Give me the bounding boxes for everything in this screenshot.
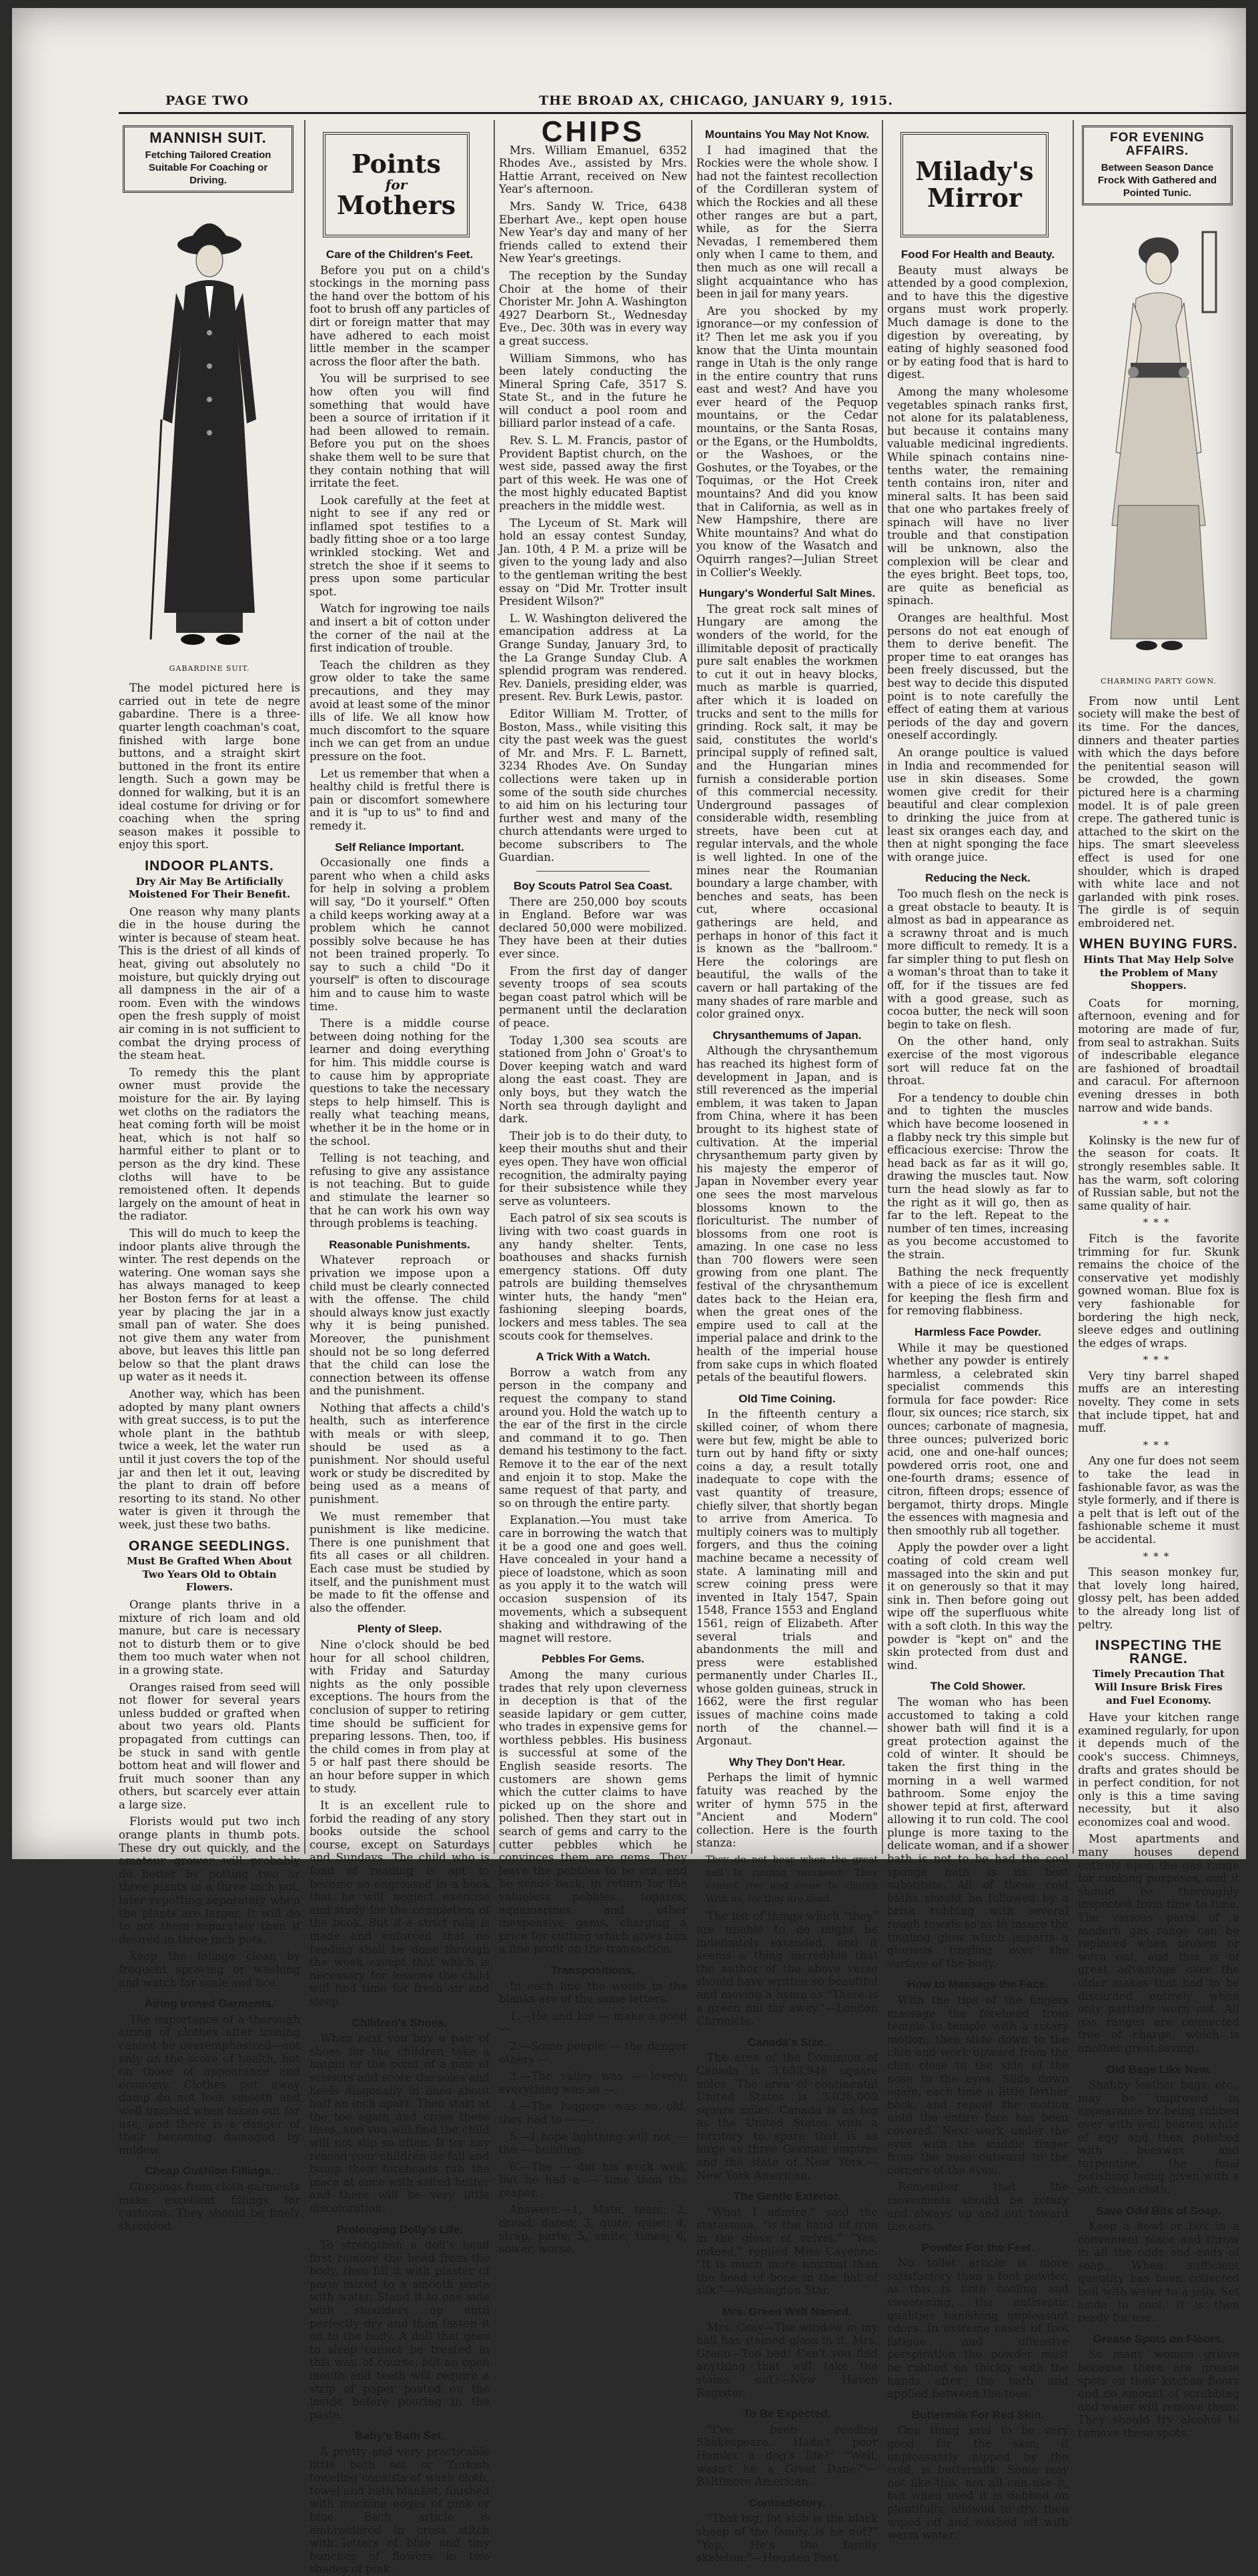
mrs-green-title: Mrs. Green Well Named. (722, 2305, 852, 2318)
pebbles-paragraph: Among the many curious trades that rely upon cleverness in deception is that of the seaside lapidary or gem cutter, who trades in expensive gems for worthless pebbles. His business is successful at some of the English seaside resorts. The customers are shown gems which the cutter claims to have picked up on the shore and polished. Then they start out in search of gems and carry to the cutter pebbles which he convinces them are gems. They leave the pebbles to be cut, and he sends back, in return for the valueless pebbles, topazes, aquamarines and other inexpensive gems, charging a price for cutting which gives him a fine profit on the transaction. (499, 1668, 687, 1956)
orange-seedlings-paragraph: Oranges raised from seed will not flower for several years unless budded or grafted when about two years old. Plants propagated from cuttings can be stuck in sand with gentle bottom heat and will flower and fruit much sooner than any others, but scarcely ever attain a large size. (119, 1680, 300, 1811)
inspecting-range-paragraph: Most apartments and many houses depend entirely upon the gas range for cooking purposes, and it should be thoroughly inspected from time to time. The various parts of a modern gas range can be replaced when broken or worn out, and this is of great advantage over the older makes that had to be discarded entirely when only partially worn out. All gas ranges are connected free of charge, which is another great saving. (1078, 1832, 1239, 2055)
column-3 (499, 115, 687, 2256)
food-beauty-title: Food For Health and Beauty. (900, 248, 1055, 261)
punishments-title: Reasonable Punishments. (329, 1238, 470, 1251)
column-2 (309, 120, 490, 2576)
miladys-mirror-heading (900, 132, 1049, 237)
buying-furs-paragraph: Very tiny barrel shaped muffs are an interesting novelty. They come in sets that include tippet, hat and muff. (1078, 1369, 1239, 1435)
baby-bath-set-title: Baby's Bath Set. (355, 2429, 444, 2443)
punishments-paragraph: Nothing that affects a child's health, such as interference with meals or with sleep, should be used as a punishment. Nor should useful work or study be discredited by being used as a means of punishment. (309, 1401, 490, 1506)
buttermilk-title: Buttermilk For Red Skin. (911, 2408, 1045, 2421)
childrens-feet-paragraph: Before you put on a child's stockings in the morning pass the hand over the bottom of his foot to brush off any particles of dirt or foreign matter that may have adhered to each moist little member in the scamper across the floor after the bath. (309, 263, 490, 368)
baby-bath-set-paragraph: A pretty and very practicable little bath set or Turkish toweling consists of wash cloth, towel and bath blanket, finished with machine edges of pink or blue. Each article is embroidered in cross stitch with letters of blue and tiny bunches of flowers in two shades of pink. (309, 2445, 490, 2576)
why-they-dont-hear-title: Why They Don't Hear. (728, 1755, 846, 1768)
punishments-paragraph: We must remember that punishment is like medicine. There is one punishment that fits all cases or all children. Each case must be studied by itself, and the punishment must be made to fit the offense and also the offender. (309, 1510, 490, 1614)
indoor-plants-title: INDOOR PLANTS. (145, 858, 274, 874)
watch-trick-title: A Trick With a Watch. (536, 1350, 650, 1364)
column-rule (691, 120, 692, 1854)
column-6 (1078, 120, 1239, 2439)
self-reliance-title: Self Reliance Important. (335, 840, 464, 854)
orange-seedlings-paragraph: Orange plants thrive in a mixture of rich loam and old manure, but care is necessary not to disturb them or to give them too much water when not in a growing state. (119, 1598, 300, 1676)
cold-shower-paragraph: The woman who has been accustomed to taking a cold shower bath will find it is a great protection against the cold of winter. It should be taken the first thing in the morning in a well warmed bathroom. Some enjoy the shower tepid at first, afterward allowing it to run cold. The cool plunge is more taxing to the delicate woman, and if a shower bath is not to be had the cool sponge bath is its best substitute. All of these cold baths should be followed by a brisk rubbing with several rough towels so as to insure the tingling glow which imparts a glorious tingling over the surface of the body. (887, 1695, 1069, 1970)
transpositions-line: 2.—Some people — the danger others —. (499, 2039, 687, 2066)
evening-affairs-box (1082, 125, 1233, 205)
evening-affairs-subtitle: Between Season Dance Frock With Gathered and Pointed Tunic. (1097, 162, 1217, 199)
stars-divider: *** (1143, 1118, 1175, 1131)
column-rule (494, 120, 495, 1854)
chips-item: Mrs. Sandy W. Trice, 6438 Eberhart Ave., kept open house New Year's day and many of her friends called to extend their New Year's greetings. (499, 199, 687, 265)
self-reliance-paragraph: There is a middle course between doing nothing for the learner and doing everything for him. This middle course is to cause him by appropriate questions to take the necessary steps to help himself. This is really what teaching means, whether it be in the home or in the school. (309, 1017, 490, 1148)
food-beauty-paragraph: Oranges are healthful. Most persons do not eat enough of them to derive benefit. The proper time to eat oranges has been freely discussed, but the best way to decide this disputed point is to note carefully the effect of eating them at various periods of the day and govern oneself accordingly. (887, 611, 1069, 742)
inspecting-range-title: INSPECTING THE RANGE. (1095, 1638, 1223, 1666)
hymn-verse: They do not hear when the great bell Is ringing overhead; They cannot rise and come to church With us, for they are dead. (706, 1854, 878, 1904)
transpositions-line: 6.—The — did his work well, but he had a — time than the reaper. (499, 2160, 687, 2199)
chips-title: CHIPS (541, 115, 645, 148)
indoor-plants-paragraph: Another way, which has been adopted by many plant owners with great success, is to put the whole plant in the bathtub twice a week, let the water run until it just covers the top of the jar and then let it out, leaving the plant to drain off before resorting to its stand. No other water is given it through the week, just these two baths. (119, 1388, 300, 1531)
orange-seedlings-subtitle: Must Be Grafted When About Two Years Old to Obtain Flowers. (126, 1555, 292, 1594)
chips-item: William Simmons, who has been lately conducting the Mineral Spring Cafe, 3517 S. State St., and in the future he will conduct a pool room and billiard parlor instead of a cafe. (499, 351, 687, 430)
mannish-suit-subtitle: Fetching Tailored Creation Suitable For Coaching or Driving. (145, 149, 271, 186)
transpositions-line: 1.—He and his — make a good —. (499, 2009, 687, 2036)
save-soap-paragraph: Keep a bowl or box in a convenient place and throw in all the odds and ends of soap. When sufficient quantity has been collected boil with water to a jelly. Set aside to cool. It is then ready for use. (1078, 2220, 1239, 2325)
why-they-dont-hear-paragraph: Perhaps the limit of hymnic fatuity was reached by the writer of hymn 575 in the "Ancient and Modern" collection. Here is the fourth stanza: (696, 1771, 878, 1850)
why-they-dont-hear-paragraph: The list of things which "they" are unable to do might be indefinitely extended, and it seems a thing incredible that the author of the above verse should have written so beautiful and moving a hymn as "There is a green hill far away."—London Chronicle. (696, 1910, 878, 2028)
gentle-exterior-title: The Gentle Exterior. (733, 2190, 841, 2203)
food-beauty-paragraph: Among the many wholesome vegetables spinach ranks first, not alone for its palatableness, but because it contains many valuable medicinal ingredients. While spinach contains nine-tenths water, the remaining tenth contains iron, niter and mineral salts. It has been said that one who partakes freely of spinach will have no liver trouble and that constipation will be unknown, also the complexion will be clear and the eyes bright. Beet tops, too, are quite as beneficial as spinach. (887, 385, 1069, 607)
childrens-shoes-paragraph: When next you buy a pair of shoes for the children take a hatpin or the point of a pair of scissors and score the soles and heels diagonally in lines about half an inch apart. Then start at the toe again and cross these lines, and you will find the child will not slip so often. If for any reason your children do fall and bump their foreheads rub the place at once with salted butter and there will be very little discoloration. (309, 2032, 490, 2215)
buying-furs-paragraph: Fitch is the favorite trimming for fur. Skunk remains the choice of the conservative yet modishly gowned woman. Blue fox is very fashionable for bordering the high neck, sleeve edges and outlining the edges of wraps. (1078, 1232, 1239, 1350)
boy-scouts-paragraph: Each patrol of six sea scouts is living with two coast guards in any handy shelter. Tents, boathouses and shacks furnish emergency stations. Off duty patrols are building themselves winter huts, the handy "men" fashioning sleeping boards, lockers and mess tables. The sea scouts cook for themselves. (499, 1212, 687, 1342)
evening-affairs-text: From now until Lent society will make the best of its time. For the dances, dinners and theater parties with which the days before the penitential season will be crowded, the gown pictured here is a charming model. It is of pale green crepe. The gathered tunic is attached to the skirt on the hips. The smart sleeveless effect is used for one shoulder, which is draped with white lace and not garlanded with pink roses. The girdle is of sequin embroidered net. (1078, 694, 1239, 930)
reducing-neck-paragraph: Bathing the neck frequently with a piece of ice is excellent for keeping the flesh firm and for removing flabbiness. (887, 1265, 1069, 1318)
canadas-size-paragraph: The area of the Dominion of Canada is 3,653,946 square miles. The area of continental United States is 3,026,000 square miles. Canada is as big as the United States with a territory to spare that is as large as three German empires and the state of New York.—New York American. (696, 2051, 878, 2182)
massage-face-paragraph: Remember that the movements should be rotary and always up and out toward the ears. (887, 2181, 1069, 2233)
mountains-paragraph: Are you shocked by my ignorance—or my confession of it? Then let me ask you if you know that the Uinta mountain range in Utah is the only range in the entire country that runs east and west? And have you ever heard of the Pequop mountains, or the Cedar mountains, or the Santa Rosas, or the Egans, or the Humboldts, or the Washoes, or the Goshutes, or the Toyabes, or the Toquimas, or the Hot Creek mountains? And did you know that in California, as well as in New Hampshire, there are White mountains? And what do you know of the Wasatch and Oquirrh ranges?—Julian Street in Collier's Weekly. (696, 304, 878, 579)
mannish-suit-title: MANNISH SUIT. (149, 129, 267, 146)
to-be-expected-paragraph: "I've been reading Shakespeare. Hadn't poor Hamlet a dog's life?" "Well, wasn't he a Great Dane?"—Baltimore American. (696, 2423, 878, 2489)
indoor-plants-paragraph: One reason why many plants die in the house during the winter is because of steam heat. This is the driest of all kinds of heat, giving out absolutely no moisture, but quickly drying out all dampness in the air of a room. Even with the windows open the fresh supply of moist air coming in is not sufficient to combat the drying process of the steam heat. (119, 905, 300, 1062)
chrysanthemums-paragraph: Although the chrysanthemum has reached its highest form of development in Japan, and is still reverenced as the imperial emblem, it was taken to Japan from China, where it has been brought to its highest state of cultivation. At the imperial chrysanthemum party given by his majesty the emperor of Japan in November every year one sees the most marvelous blossoms known to the floriculturist. The number of blossoms from one root is amazing. In one case no less than 700 flowers were seen growing from one plant. The festival of the chrysanthemum dates back to the Heian era, when the great ones of the empire used to call at the imperial palace and drink to the health of the imperial house from sake cups in which floated petals of the beautiful flowers. (696, 1044, 878, 1384)
massage-face-title: How to Massage the Face. (907, 1978, 1049, 1991)
grease-spots-title: Grease Spots on Floors. (1093, 2332, 1225, 2345)
face-powder-paragraph: Apply the powder over a light coating of cold cream well massaged into the skin and put it on generously so that it may sink in. Then before going out wipe off the superfluous white with a soft cloth. In this way the powder is "kept on" and the skin protected from dust and wind. (887, 1541, 1069, 1672)
dollys-life-title: Prolonging Dolly's Life. (336, 2223, 463, 2236)
chrysanthemums-title: Chrysanthemums of Japan. (712, 1028, 862, 1042)
food-beauty-paragraph: Beauty must always be attended by a good complexion, and to have this the digestive organs must work properly. Much damage is done to the digestion by overeating, by eating of highly seasoned food or by eating food that is hard to digest. (887, 263, 1069, 381)
mountains-paragraph: I had imagined that the Rockies were the whole show. I had not the faintest recollection of the Cordilleran system of which the Rockies and all these other ranges are but a part, while, as for the Sierra Nevadas, I remembered them only when I came to them, and then much as one will recall a slight acquaintance who has been in jail for many years. (696, 143, 878, 301)
orange-seedlings-paragraph: Keep the foliage clean by frequent spraying or washing and watch for scale and lice. (119, 1950, 300, 1989)
childrens-feet-paragraph: Look carefully at the feet at night to see if any red or inflamed spot testifies to a badly fitting shoe or a too large wrinkled stocking. Wet and stretch the shoe if it seems to press upon some particular spot. (309, 493, 490, 598)
mountains-title: Mountains You May Not Know. (704, 128, 870, 141)
reducing-neck-paragraph: Too much flesh on the neck is a great obstacle to beauty. It is almost as bad in appearance as a scrawny throat and is much more difficult to remedy. It is a far simpler thing to put flesh on a woman's throat than to take it off, for if the tissues are fed with a good grease, such as cocoa butter, the neck will soon begin to take on flesh. (887, 887, 1069, 1031)
save-soap-title: Save Odd Bits of Soap. (1096, 2204, 1221, 2217)
gentle-exterior-paragraph: "What I admire," said the statesman, "is the hand of iron in the glove of velvet." "Yes, indeed," replied Miss Cayenne. "It is much more unusual than the head of bone in the hat of silk."—Washington Star. (696, 2205, 878, 2297)
gabardine-suit-illustration (143, 199, 276, 660)
old-time-coining-title: Old Time Coining. (738, 1392, 836, 1405)
points-heading-line: for (385, 177, 408, 193)
section-divider (536, 871, 649, 872)
inspecting-range-paragraph: Have your kitchen range examined regularly, for upon it depends much of the cook's success. Chimneys, drafts and grates should be in perfect condition, for not only is this a time saving necessity, but it also economizes coal and wood. (1078, 1711, 1239, 1828)
boy-scouts-paragraph: There are 250,000 boy scouts in England. Before war was declared 50,000 were mobilized. They have been at their duties ever since. (499, 895, 687, 961)
old-time-coining-paragraph: In the fifteenth century a skilled coiner, of whom there were but few, might be able to turn out by hand fifty or sixty coins a day, a result totally inadequate to cope with the vast quantity of treasure, chiefly silver, that shortly began to arrive from America. To multiply coiners was to multiply forgers, and thus the coining machine became a necessity of state. A laminating mill and screw coining press were invented in Italy 1547, Spain 1548, France 1553 and England 1561, reign of Elizabeth. After several trials and abandonments the mill and press were established permanently under Charles II., whose golden guineas, struck in 1662, were the first regular issues of machine coins made north of the channel.—Argonaut. (696, 1408, 878, 1748)
cushion-fillings-paragraph: Clippings from cloth garments make excellent fillings for cushions. They should be finely shredded. (119, 2180, 300, 2233)
face-powder-title: Harmless Face Powder. (914, 1325, 1041, 1338)
contradictory-title: Contradictory. (748, 2496, 826, 2509)
plenty-of-sleep-title: Plenty of Sleep. (357, 1622, 442, 1636)
transpositions-line: 3.—The valley was — lovely; everything was so —. (499, 2070, 687, 2096)
childrens-shoes-title: Children's Shoes. (352, 2016, 448, 2029)
mirror-heading-line: Mirror (927, 183, 1022, 213)
column-5 (887, 120, 1069, 2542)
massage-face-paragraph: With the tips of the fingers massage the forehead from temple to temple with a rotary motion; then slide down to the chin and work upward from the chin close to the side of the nose to the eyes. Slide down again, each time a little farther back, and repeat the motion until the entire face has been covered. Next work under the eyes with the middle finger from the nose outward to the corners of the eyes. (887, 1994, 1069, 2177)
food-beauty-paragraph: An orange poultice is valued in India and recommended for use in skin diseases. Some women give credit for their beautiful and clear complexion to drinking the juice from at least six oranges each day, and then at night sponging the face with orange juice. (887, 746, 1069, 864)
chips-item: Rev. S. L. M. Francis, pastor of Provident Baptist church, on the west side, passed away the first part of this week. He was one of the most highly educated Baptist preachers in the middle west. (499, 434, 687, 513)
chips-item: The Lyceum of St. Mark will hold an essay contest Sunday, Jan. 10th, 4 P. M. a prize will be given to the young lady and also to the gentleman writing the best essay on "Did Mr. Trotter insult President Wilson?" (499, 516, 687, 608)
column-rule (882, 120, 883, 1854)
pebbles-title: Pebbles For Gems. (542, 1652, 644, 1666)
mrs-green-paragraph: Mrs. Gray—The window in my hall has stained glass in it. Mrs. Green—Too bad! Can't you find anything that will take the stains out?—New Haven Register. (696, 2321, 878, 2399)
canadas-size-title: Canada's Size. (747, 2035, 827, 2049)
reducing-neck-paragraph: On the other hand, only exercise of the most vigorous sort will reduce fat on the throat. (887, 1035, 1069, 1088)
to-be-expected-title: To Be Expected. (743, 2407, 831, 2421)
chips-item: L. W. Washington delivered the emancipation address at La Grange Sunday, January 3rd, to the La Grange Sunday Club. A splendid program was rendered. Rev. Daniels, presiding elder, was present. Rev. Burk Lewis, pastor. (499, 611, 687, 704)
old-bags-paragraph: Shabby leather bags, etc., may be improved in appearance by being rubbed over with well beaten white of egg and then polished with beeswax and turpentine, the final polishing being given with a soft, clean cloth. (1078, 2079, 1239, 2196)
face-powder-paragraph: While it may be questioned whether any powder is entirely harmless, a celebrated skin specialist commends this formula for face powder: Rice flour, six ounces; rice starch, six ounces; carbonate of magnesia, three ounces; pulverized boric acid, one and one-half ounces; powdered orris root, one and one-fourth drams; essence of citron, fifteen drops; essence of bergamot, thirty drops. Mingle the essences with magnesia and then smoothly rub all together. (887, 1341, 1069, 1537)
stars-divider: *** (1143, 1354, 1175, 1366)
foot-powder-paragraph: No toilet article is more satisfactory than a foot powder, as this is both cooling and sweetening, the antiseptic qualities banishing unpleasant odors. In extreme cases of foot fatigue and offensive perspiration the powder must be rubbed on thickly with the hands after the bath and applied between the toes. (887, 2257, 1069, 2401)
buying-furs-title: WHEN BUYING FURS. (1079, 936, 1238, 952)
self-reliance-paragraph: Telling is not teaching, and refusing to give any assistance is not teaching. But to guide and stimulate the learner so that he can work his own way through problems is teaching. (309, 1152, 490, 1230)
boy-scouts-paragraph: From the first day of danger seventy troops of sea scouts began coast patrol which will be permanent until the declaration of peace. (499, 964, 687, 1030)
buying-furs-paragraph: Coats for morning, afternoon, evening and for motoring are made of fur, from seal to astrakhan. Suits of indescribable elegance are fashioned of broadtail and caracul. For afternoon evening dresses in both narrow and wide bands. (1078, 996, 1239, 1114)
salt-mines-title: Hungary's Wonderful Salt Mines. (698, 587, 876, 600)
chips-item: Mrs. William Emanuel, 6352 Rhodes Ave., assisted by Mrs. Hattie Arrant, received on New Year's afternoon. (499, 143, 687, 196)
transpositions-line: 5.—I hope lightning will not — the — building. (499, 2130, 687, 2157)
chips-item: The reception by the Sunday Choir at the home of their Chorister Mr. John A. Washington 4927 Dearborn St., Wednesday Eve., Dec. 30th was in every way a great success. (499, 269, 687, 347)
salt-mines-paragraph: The great rock salt mines of Hungary are among the wonders of the world, for the illimitable deposit of practically pure salt enables the workmen to cut it out in heavy blocks, much as marble is quarried, after which it is loaded on trucks and sent to the mills for grinding. Rock salt, it may be said, constitutes the world's principal supply of refined salt, and the Hungarian mines furnish a considerable portion of this commercial necessity. Underground passages of considerable width, resembling streets, have been cut at regular intervals, and the whole is well lighted. In one of the mines near the Roumanian boundary a large chamber, with benches and seats, has been cut, where occasional gatherings are held, and perhaps in honor of this fact it is known as the "ballroom." Here the colorings are beautiful, the walls of the cavern or hall partaking of the many shades of rare marble and color grained onyx. (696, 602, 878, 1021)
transpositions-line: 4.—The luggage was so old, they had to — —. (499, 2100, 687, 2126)
buying-furs-paragraph: This season monkey fur, that lovely long haired, glossy pelt, has been added to the already long list of peltry. (1078, 1566, 1239, 1631)
old-bags-title: Old Bags Like New. (1106, 2063, 1211, 2076)
buying-furs-subtitle: Hints That May Help Solve the Problem of Many Shoppers. (1083, 954, 1234, 992)
newspaper-page (12, 8, 1246, 2576)
stars-divider: *** (1143, 1216, 1175, 1229)
mannish-suit-text: The model pictured here is carried out in tete de negre gabardine. There is a three-quarter length coachman's coat, finished with large bone buttons, and a straight skirt buttoned in the front its entire length. Such a gown may be donned for walking, but it is an ideal costume for driving or for coaching when the spring season makes it possible to enjoy this sport. (119, 682, 300, 852)
column-rule (304, 120, 305, 1854)
masthead (165, 93, 1246, 112)
childrens-feet-paragraph: You will be surprised to see how often you will find something that would have been a source of irritation if it had been allowed to remain. Before you put on the shoes shake them well to be sure that they contain nothing that will irritate the feet. (309, 372, 490, 490)
party-gown-caption: CHARMING PARTY GOWN. (1101, 677, 1217, 686)
childrens-feet-paragraph: Watch for ingrowing toe nails and insert a bit of cotton under the corner of the nail at the first indication of trouble. (309, 602, 490, 655)
transpositions-answers: Answers.—1, Mate, team; 2, dread, dared; 3, quite, quiet; 4, strap, parts; 5, smite, times; 6, sower, worse. (499, 2203, 687, 2256)
dollys-life-paragraph: To strengthen a doll's head first remove the head from the body, then fill it with plaster of paris mixed to a smooth paste with water. Stand it to one side with shoulders up until perfectly dry and then fasten it on to the body. A doll that goes to sleep cannot be treated in this way, of course, but an open mouth and teeth will require a strip of paper pasted on the inside before pouring in the paste. (309, 2239, 490, 2421)
contradictory-paragraph: "That big, fat slob is the black sheep of the family, is he not?" "Yep. He's the family skeleton."—Houston Post. (696, 2512, 878, 2565)
transpositions-intro: In each line the words in the blanks are of the same letters. (499, 1979, 687, 2006)
childrens-feet-title: Care of the Children's Feet. (326, 248, 474, 261)
indoor-plants-paragraph: This will do much to keep the indoor plants alive through the winter. The rest depends on the watering. One woman says she has always managed to keep her Boston ferns for at least a year by placing the jar in a small pan of water. She does not give them any water from above, but leaves this little pan below so that the plant draws up water as it needs it. (119, 1226, 300, 1384)
reducing-neck-paragraph: For a tendency to double chin and to tighten the muscles which have become loosened in a flabby neck try this simple but efficacious exercise: Throw the head back as far as it will go, drawing the muscles taut. Now turn the head slowly as far to the right as it will go, then as far to the left. Repeat to the number of ten times, increasing as you become accustomed to the strain. (887, 1091, 1069, 1261)
childrens-feet-paragraph: Teach the children as they grow older to take the same precautions, and they may avoid at least some of the minor ills of life. We all know how much discomfort to the square inch we can get from an undue pressure on the foot. (309, 658, 490, 763)
watch-trick-paragraph: Borrow a watch from any person in the company and request the company to stand around you. Hold the watch up to the ear of the first in the circle and command it to go. Then demand his testimony to the fact. Remove it to the ear of the next and enjoin it to stop. Make the same request of that party, and so on through the entire party. (499, 1366, 687, 1510)
boy-scouts-paragraph: Their job is to do their duty, to keep their mouths shut and their eyes open. They have won official recognition, the admiralty paying for their subsistence while they serve as volunteers. (499, 1129, 687, 1208)
boy-scouts-title: Boy Scouts Patrol Sea Coast. (513, 880, 673, 893)
stars-divider: *** (1143, 1438, 1175, 1451)
boy-scouts-paragraph: Today 1,300 sea scouts are stationed from John o' Groat's to Dover keeping watch and ward along the east coast. They are only boys, but they watch the North sea through daylight and dark. (499, 1034, 687, 1126)
plenty-of-sleep-paragraph: It is an excellent rule to forbid the reading of any story books outside the school course, except on Saturdays and Sundays. The child who is fond of reading is apt to become so engrossed in a book that he will neglect exercise and study for the completion of the book. But if a strict rule is made and enforced that no reading shall be done through the week except that which is necessary for lessons the child will find time for fresh air and sleep. (309, 1799, 490, 2008)
orange-seedlings-paragraph: Florists would put two inch orange plants in thumb pots. These dry out quickly, and the amateur grower will probably do better by potting two or three plants in a three inch pot, later repotting separately when the plants are larger. It will do to pot them separately then if desired in three inch pots. (119, 1815, 300, 1946)
buying-furs-paragraph: Kolinsky is the new fur of the season for coats. It strongly resembles sable. It has the warm, soft coloring of Russian sable, but not the same quality of hair. (1078, 1134, 1239, 1212)
plenty-of-sleep-paragraph: Nine o'clock should be bed hour for all school children, with Friday and Saturday nights as the only possible exceptions. The hours from the conclusion of supper to retiring time should be sufficient for preparing lessons. Then, too, if the child comes in from play at 5 or half past there should be an hour before supper in which to study. (309, 1638, 490, 1795)
party-gown-illustration (1092, 212, 1225, 672)
buttermilk-paragraph: One thing said to be very good for the skin, if unpleasantly nipped by the cold, is buttermilk. Some may not like this, not all can use it, but when used it is dabbed on plentifully, allowed to dry, then wiped off and washed off with warm water. (887, 2424, 1069, 2542)
reducing-neck-title: Reducing the Neck. (925, 872, 1031, 885)
indoor-plants-paragraph: To remedy this the plant owner must provide the moisture for the air. By laying wet cloths on the radiators the heat coming forth will be moist heat, which is not half so harmful either to plant or to person as the dry kind. These cloths will have to be remoistened often. It depends largely on the amount of heat in the radiator. (119, 1066, 300, 1223)
evening-affairs-title: FOR EVENING AFFAIRS. (1110, 131, 1205, 158)
cold-shower-title: The Cold Shower. (930, 1680, 1026, 1693)
grease-spots-paragraph: So many women grieve because there are grease spots on their kitchen floors and no amount of scrubbing and water will remove them. They should try alcohol to remove these spots. (1078, 2348, 1239, 2439)
buying-furs-paragraph: Any one fur does not seem to take the lead in fashionable favor, as was the style formerly, and if there is a pelt that is left out of the fashionable scheme it must be accidental. (1078, 1454, 1239, 1546)
watch-trick-paragraph: Explanation.—You must take care in borrowing the watch that it be a good one and goes well. Have concealed in your hand a piece of loadstone, which as soon as you apply it to the watch will occasion suspension of its movements, which a subsequent shaking and withdrawing of the magnet will restore. (499, 1514, 687, 1644)
airing-garments-paragraph: The importance of a thorough airing of clothes after ironing cannot be overemphasized—not only on the score of health, but on those of appearance and economy. Clothes put away damp do not look smooth and well finished when taken out for use, and there is a danger of their becoming damaged by mildew. (119, 2013, 300, 2157)
page-label: PAGE TWO (165, 93, 249, 108)
inspecting-range-subtitle: Timely Precaution That Will Insure Brisk Fires and Fuel Economy. (1093, 1668, 1225, 1706)
punishments-paragraph: Whatever reproach or privation we impose upon a child must be clearly connected with the offense. The child should always know just exactly why it is being punished. Moreover, the punishment should not be so long deferred that the child can lose the connection between its offense and the punishment. (309, 1254, 490, 1398)
childrens-feet-paragraph: Let us remember that when a healthy child is fretful there is pain or discomfort somewhere and it is "up to us" to find and remedy it. (309, 767, 490, 832)
mirror-heading-line: Milady's (915, 156, 1034, 186)
indoor-plants-subtitle: Dry Air May Be Artificially Moistened For Their Benefit. (128, 875, 291, 901)
mannish-suit-box (123, 125, 293, 193)
self-reliance-paragraph: Occasionally one finds a parent who when a child asks for help in solving a problem will say, "Do it yourself." Often a child keeps working away at a problem which he cannot possibly solve because he has not been trained properly. To say to such a child "Do it yourself" is often to discourage him and to cause him to waste time. (309, 856, 490, 1013)
points-heading-line: Points (352, 149, 441, 179)
column-rule (1073, 120, 1074, 1854)
airing-garments-title: Airing Ironed Garments. (144, 1997, 275, 2011)
orange-seedlings-title: ORANGE SEEDLINGS. (128, 1538, 291, 1554)
points-for-mothers-heading (323, 132, 470, 237)
stars-divider: *** (1143, 1550, 1175, 1562)
gabardine-suit-caption: GABARDINE SUIT. (169, 664, 250, 673)
points-heading-line: Mothers (336, 190, 456, 220)
foot-powder-title: Powder For the Feet. (921, 2241, 1035, 2254)
dateline: THE BROAD AX, CHICAGO, JANUARY 9, 1915. (539, 93, 894, 108)
cushion-fillings-title: Cheap Cushion Fillings. (145, 2165, 274, 2178)
transpositions-title: Transpositions. (551, 1963, 635, 1977)
masthead-rule (119, 112, 1246, 114)
chips-item: Editor William M. Trotter, of Boston, Mass., while visiting this city the past week was the guest of Mr. and Mrs. F. L. Barnett, 3234 Rhodes Ave. On Sunday collections were taken up in some of the south side churches to aid him on his lecturing tour further west and many of the church attendants were urged to become subscribers to The Guardian. (499, 707, 687, 864)
column-4 (696, 120, 878, 2565)
column-1 (119, 120, 300, 2233)
